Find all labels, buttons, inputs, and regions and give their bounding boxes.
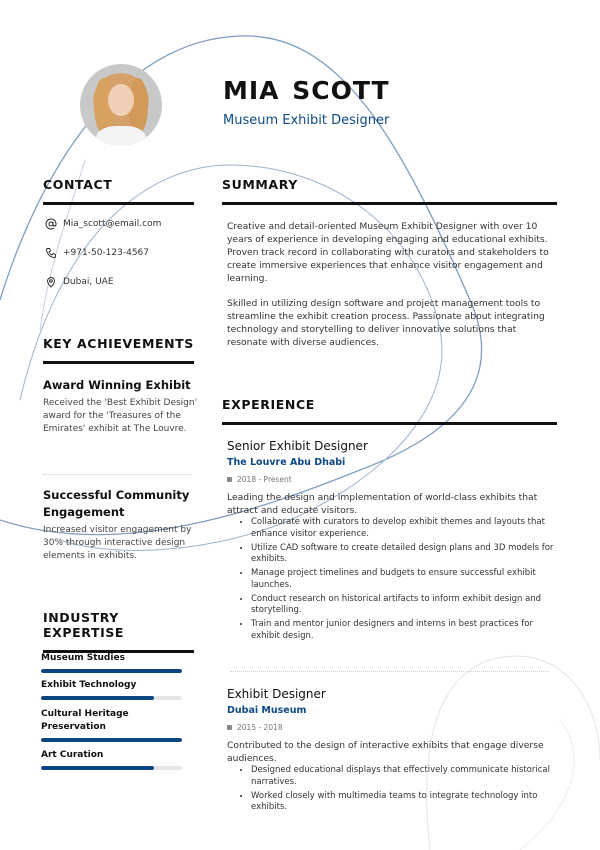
candidate-name: MIA SCOTT bbox=[223, 76, 390, 105]
job-bullet: • Worked closely with multimedia teams to integrate technology into exhibits. bbox=[251, 791, 557, 814]
skill-item bbox=[41, 652, 182, 673]
job-dates-text: 2018 - Present bbox=[237, 475, 292, 484]
contact-location bbox=[45, 276, 114, 288]
job-bullets bbox=[227, 765, 557, 814]
experience-divider bbox=[230, 671, 550, 672]
achievement-item bbox=[43, 487, 198, 563]
achievements-heading: KEY ACHIEVEMENTS bbox=[43, 336, 194, 364]
experience-item bbox=[227, 686, 557, 816]
job-bullet: • Designed educational displays that effectively communicate historical narratives. bbox=[251, 765, 557, 788]
contact-email-text: Mia_scott@email.com bbox=[63, 219, 162, 229]
job-bullet: • Conduct research on historical artifacts to inform exhibit design and storytelling. bbox=[251, 594, 557, 617]
summary-paragraph: Skilled in utilizing design software and project management tools to streamline the exhibit creation process. Passionate about integrating technology and storytelling to deliver innovative solutions that resonate with diverse audiences. bbox=[227, 298, 545, 348]
avatar-face bbox=[108, 84, 134, 116]
job-title: Exhibit Designer bbox=[227, 687, 326, 701]
skill-bar-fill bbox=[41, 669, 182, 673]
location-pin-icon bbox=[45, 276, 57, 288]
skill-item bbox=[41, 708, 182, 742]
skill-label: Art Curation bbox=[41, 750, 104, 760]
calendar-icon bbox=[227, 477, 232, 482]
candidate-title: Museum Exhibit Designer bbox=[223, 113, 390, 128]
expertise-heading: INDUSTRY EXPERTISE bbox=[43, 610, 194, 653]
skill-label: Exhibit Technology bbox=[41, 680, 137, 690]
job-title: Senior Exhibit Designer bbox=[227, 439, 368, 453]
job-dates bbox=[227, 475, 557, 484]
experience-heading: EXPERIENCE bbox=[222, 397, 557, 425]
skill-bar-fill bbox=[41, 766, 154, 770]
avatar bbox=[80, 64, 162, 146]
calendar-icon bbox=[227, 725, 232, 730]
job-description: Contributed to the design of interactive exhibits that engage diverse audiences. bbox=[227, 740, 544, 764]
job-bullet: • Collaborate with curators to develop exhibit themes and layouts that enhance visitor experience. bbox=[251, 517, 557, 540]
job-dates bbox=[227, 723, 557, 732]
job-bullets bbox=[227, 517, 557, 642]
job-bullet: • Utilize CAD software to create detailed design plans and 3D models for exhibits. bbox=[251, 543, 557, 566]
skill-item bbox=[41, 749, 182, 770]
at-icon bbox=[45, 218, 57, 230]
skill-bar bbox=[41, 696, 182, 700]
achievement-title: Award Winning Exhibit bbox=[43, 378, 191, 392]
achievement-title: Successful Community Engagement bbox=[43, 488, 190, 519]
job-company: The Louvre Abu Dhabi bbox=[227, 457, 346, 468]
contact-location-text: Dubai, UAE bbox=[63, 277, 114, 287]
achievement-divider bbox=[43, 474, 191, 475]
avatar-shirt bbox=[96, 126, 146, 146]
skill-bar bbox=[41, 738, 182, 742]
skill-item bbox=[41, 679, 182, 700]
contact-phone-text: +971-50-123-4567 bbox=[63, 248, 149, 258]
summary-paragraph: Creative and detail-oriented Museum Exhibit Designer with over 10 years of experience in developing engaging and educational exhibits. Proven track record in collaborating with curators and stakeholders to create immersive experiences that enhance visitor engagement and learning. bbox=[227, 221, 549, 284]
achievement-text: Received the 'Best Exhibit Design' award for the 'Treasures of the Emirates' exhibit at The Louvre. bbox=[43, 398, 198, 434]
job-dates-text: 2015 - 2018 bbox=[237, 723, 283, 732]
job-description: Leading the design and implementation of world-class exhibits that attract and educate visitors. bbox=[227, 492, 538, 516]
phone-icon bbox=[45, 247, 57, 259]
skill-bar bbox=[41, 766, 182, 770]
summary-heading: SUMMARY bbox=[222, 177, 557, 205]
achievement-item bbox=[43, 377, 198, 436]
skill-label: Museum Studies bbox=[41, 653, 125, 663]
contact-phone[interactable] bbox=[45, 247, 149, 259]
job-company: Dubai Museum bbox=[227, 705, 307, 716]
skill-label: Cultural Heritage Preservation bbox=[41, 709, 129, 732]
skill-bar bbox=[41, 669, 182, 673]
job-bullet: • Train and mentor junior designers and interns in best practices for exhibit design. bbox=[251, 619, 557, 642]
skill-bar-fill bbox=[41, 696, 154, 700]
contact-email[interactable] bbox=[45, 218, 161, 230]
achievement-text: Increased visitor engagement by 30% through interactive design elements in exhibits. bbox=[43, 525, 192, 561]
experience-item bbox=[227, 438, 557, 645]
contact-heading: CONTACT bbox=[43, 177, 194, 205]
job-bullet: • Manage project timelines and budgets to ensure successful exhibit launches. bbox=[251, 568, 557, 591]
skill-bar-fill bbox=[41, 738, 182, 742]
summary-body bbox=[227, 220, 552, 361]
